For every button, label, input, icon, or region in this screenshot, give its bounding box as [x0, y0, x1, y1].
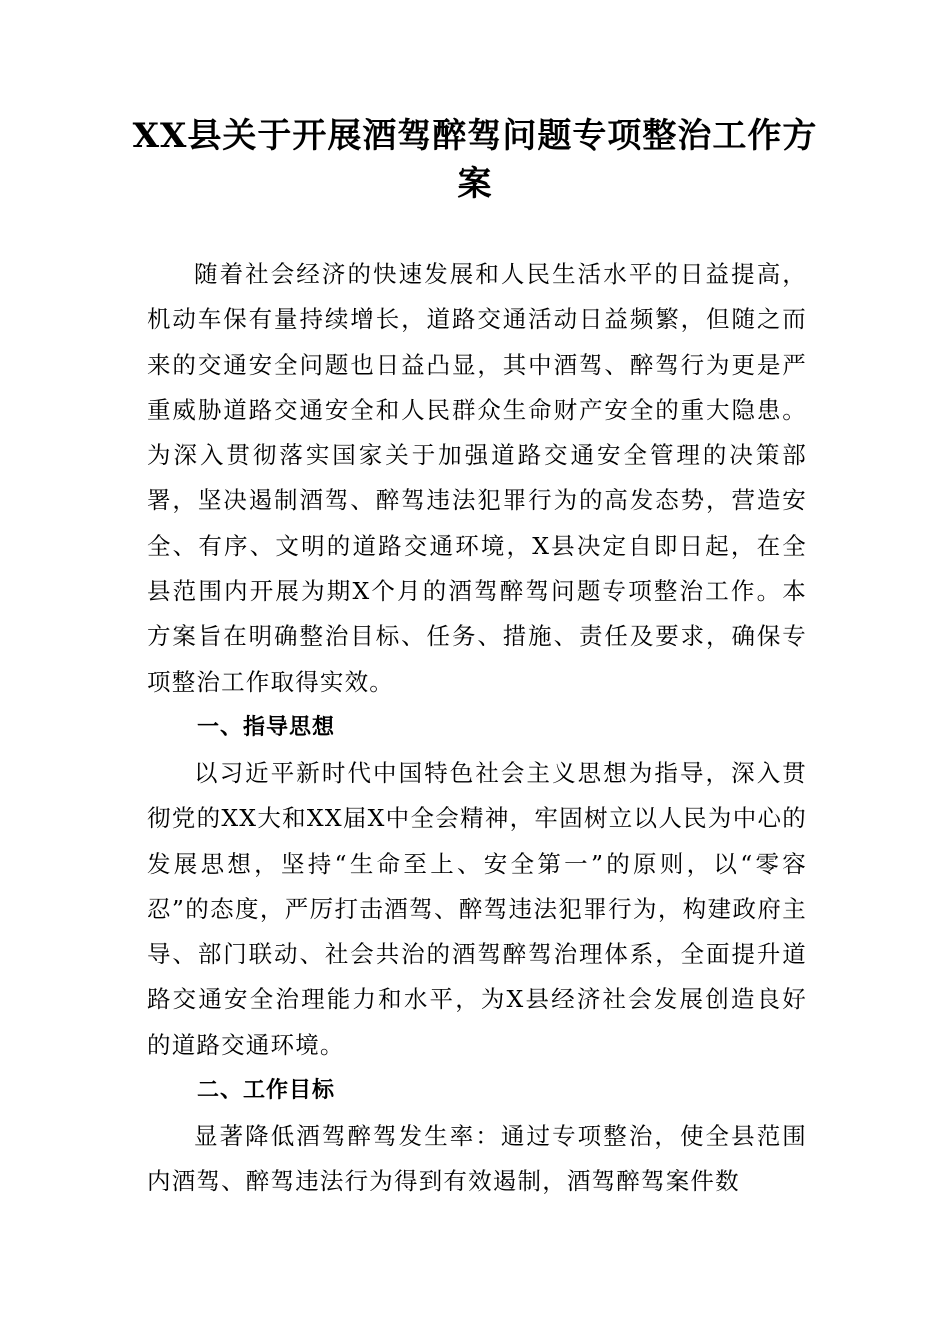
section-text-guiding-ideology: 以习近平新时代中国特色社会主义思想为指导，深入贯彻党的XX大和XX届X中全会精神，牢固树立以人民为中心的发展思想，坚持“生命至上、安全第一”的原则，以“零容忍”的态度，严厉打击酒驾、醉驾违法犯罪行为，构建政府主导、部门联动、社会共治的酒驾醉驾治理体系，全面提升道路交通安全治理能力和水平，为X县经济社会发展创造良好的道路交通环境。: [147, 758, 807, 1059]
document-title: XX县关于开展酒驾醉驾问题专项整治工作方案: [132, 116, 818, 204]
section-heading-guiding-ideology: 一、指导思想: [197, 714, 336, 740]
intro-paragraph: 随着社会经济的快速发展和人民生活水平的日益提高，机动车保有量持续增长，道路交通活动日益频繁，但随之而来的交通安全问题也日益凸显，其中酒驾、醉驾行为更是严重威胁道路交通安全和人民群众生命财产安全的重大隐患。为深入贯彻落实国家关于加强道路交通安全管理的决策部署，坚决遏制酒驾、醉驾违法犯罪行为的高发态势，营造安全、有序、文明的道路交通环境，X县决定自即日起，在全县范围内开展为期X个月的酒驾醉驾问题专项整治工作。本方案旨在明确整治目标、任务、措施、责任及要求，确保专项整治工作取得实效。: [147, 260, 807, 696]
document-body: [147, 252, 807, 1205]
section-text-work-goals: 显著降低酒驾醉驾发生率：通过专项整治，使全县范围内酒驾、醉驾违法行为得到有效遏制，酒驾醉驾案件数: [147, 1122, 807, 1196]
section-heading-work-goals: 二、工作目标: [197, 1078, 336, 1104]
